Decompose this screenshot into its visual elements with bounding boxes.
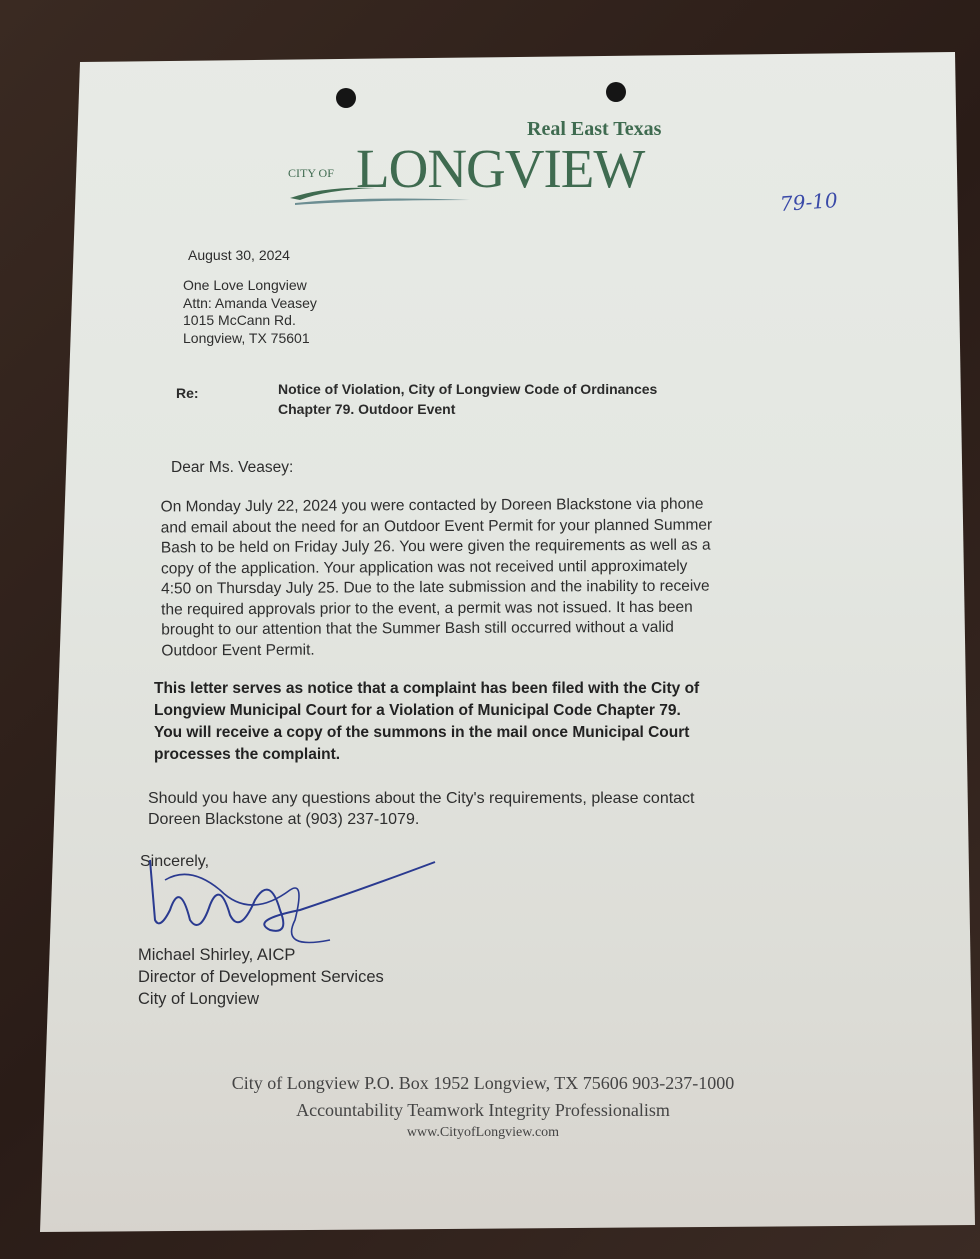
re-line: Notice of Violation, City of Longview Code of Ordinances	[278, 381, 658, 397]
re-line: Chapter 79. Outdoor Event	[278, 401, 456, 417]
text-line: This letter serves as notice that a complaint has been filed with the City of	[154, 680, 700, 697]
signature-block	[138, 944, 384, 1010]
footer-values: Accountability Teamwork Integrity Professionalism	[296, 1100, 670, 1120]
punch-hole	[336, 88, 356, 108]
closing: Sincerely,	[140, 853, 210, 870]
logo-tagline: Real East Texas	[527, 118, 662, 140]
logo-swoosh-icon	[285, 184, 475, 206]
text-line: You will receive a copy of the summons in the mail once Municipal Court	[154, 724, 690, 741]
text-line: brought to our attention that the Summer Bash still occurred without a valid	[161, 618, 674, 639]
address-line: Attn: Amanda Veasey	[183, 294, 317, 311]
re-label: Re:	[176, 385, 199, 401]
text-line: Outdoor Event Permit.	[161, 641, 315, 659]
text-line: copy of the application. Your application was not received until approximately	[160, 557, 688, 577]
text-line: Longview Municipal Court for a Violation of Municipal Code Chapter 79.	[154, 702, 681, 719]
paragraph-1	[161, 495, 713, 662]
text-line: and email about the need for an Outdoor Event Permit for your planned Summer	[160, 516, 713, 536]
footer-website: www.CityofLongview.com	[406, 1125, 560, 1140]
logo-city-of: CITY OF	[288, 166, 334, 180]
address-line: One Love Longview	[183, 277, 307, 293]
signer-organization: City of Longview	[138, 990, 260, 1008]
text-line: the required approvals prior to the event, a permit was not issued. It has been	[161, 598, 693, 618]
salutation: Dear Ms. Veasey:	[171, 459, 294, 476]
text-line: Should you have any questions about the City's requirements, please contact	[148, 790, 695, 807]
punch-hole	[606, 82, 626, 102]
address-line: Longview, TX 75601	[183, 329, 310, 346]
signer-name: Michael Shirley, AICP	[138, 946, 296, 964]
signer-title: Director of Development Services	[138, 968, 384, 986]
text-line: 4:50 on Thursday July 25. Due to the late submission and the inability to receive	[161, 577, 710, 598]
handwritten-note: 79-10	[779, 188, 839, 216]
text-line: processes the complaint.	[154, 746, 341, 763]
letter-date: August 30, 2024	[188, 247, 290, 263]
logo-name: LONGVIEW	[356, 138, 645, 199]
footer-address: City of Longview P.O. Box 1952 Longview, TX 75606 903-237-1000	[231, 1073, 735, 1093]
paragraph-2-notice	[154, 678, 699, 766]
paragraph-3	[148, 788, 695, 830]
text-line: On Monday July 22, 2024 you were contacted by Doreen Blackstone via phone	[160, 495, 704, 516]
recipient-address	[183, 277, 317, 347]
text-line: Doreen Blackstone at (903) 237-1079.	[148, 811, 420, 828]
address-line: 1015 McCann Rd.	[183, 312, 296, 328]
text-line: Bash to be held on Friday July 26. You were given the requirements as well as a	[160, 536, 711, 557]
re-subject	[278, 379, 657, 419]
